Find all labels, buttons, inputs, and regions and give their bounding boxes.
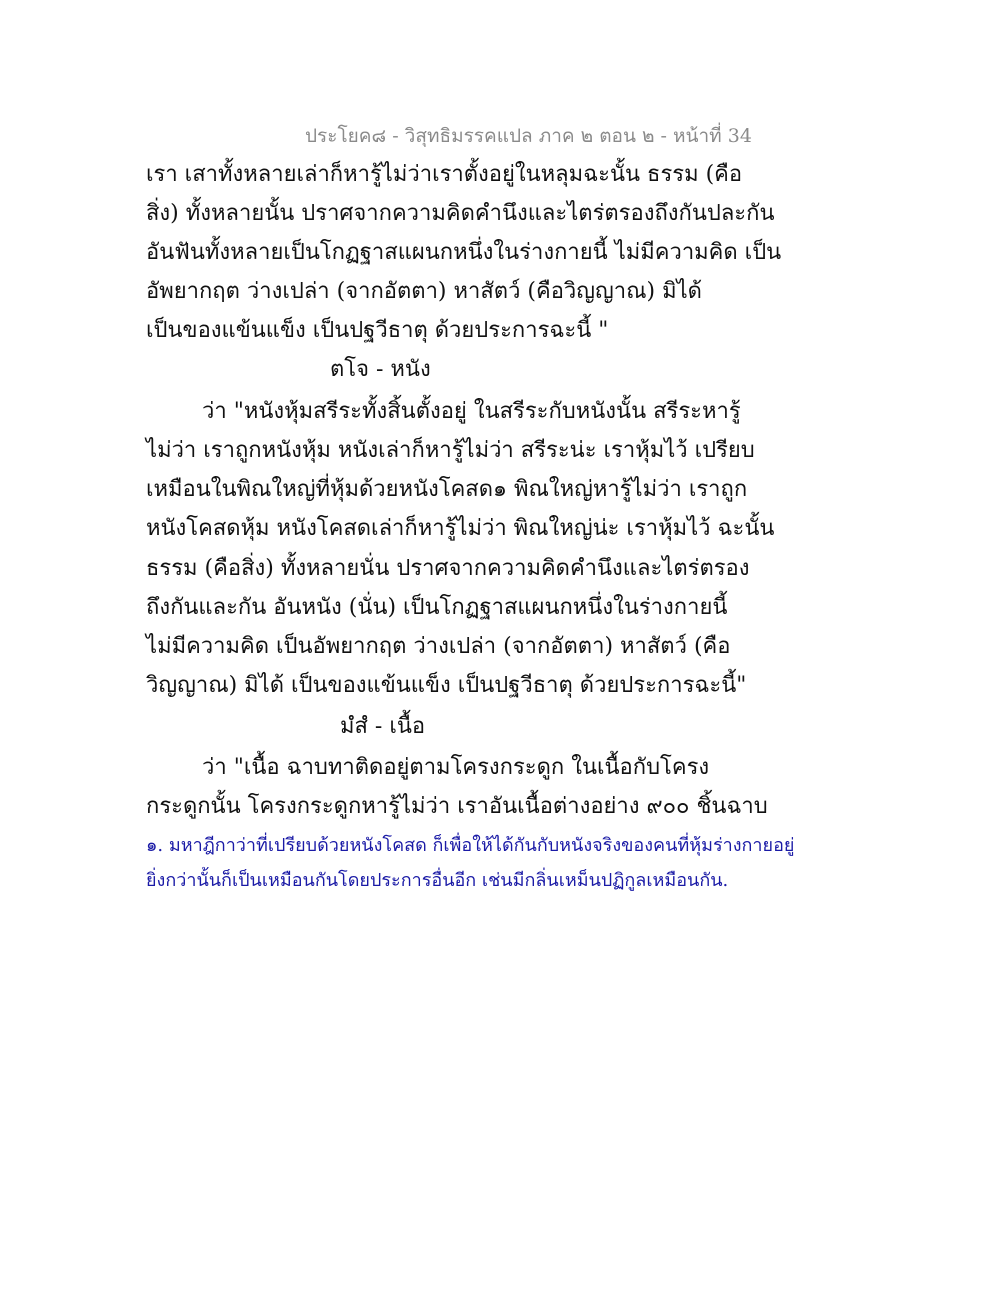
text-line: อัพยากฤต ว่างเปล่า (จากอัตตา) หาสัตว์ (คือวิญญาณ) มิได้ — [146, 279, 702, 304]
footnote-line: ยิ่งกว่านั้นก็เป็นเหมือนกันโดยประการอื่นอีก เช่นมีกลิ่นเหม็นปฏิกูลเหมือนกัน. — [146, 870, 729, 891]
text-line: ถึงกันและกัน อันหนัง (นั่น) เป็นโกฏฐาสแผนกหนึ่งในร่างกายนี้ — [146, 595, 728, 620]
text-line: ไม่มีความคิด เป็นอัพยากฤต ว่างเปล่า (จากอัตตา) หาสัตว์ (คือ — [146, 634, 731, 659]
section-heading-skin: ตโจ - หนัง — [330, 357, 431, 382]
running-header: ประโยค๘ - วิสุทธิมรรคแปล ภาค ๒ ตอน ๒ - หน้าที่ 34 — [305, 125, 752, 147]
text-line: ไม่ว่า เราถูกหนังหุ้ม หนังเล่าก็หารู้ไม่ว่า สรีระน่ะ เราหุ้มไว้ เปรียบ — [146, 438, 755, 463]
footnote-line: ๑. มหาฎีกาว่าที่เปรียบด้วยหนังโคสด ก็เพื่อให้ได้กันกับหนังจริงของคนที่หุ้มร่างกายอยู่ — [146, 835, 795, 856]
text-line: ว่า "หนังหุ้มสรีระทั้งสิ้นตั้งอยู่ ในสรีระกับหนังนั้น สรีระหารู้ — [202, 399, 741, 424]
text-line: หนังโคสดหุ้ม หนังโคสดเล่าก็หารู้ไม่ว่า พิณใหญ่น่ะ เราหุ้มไว้ ฉะนั้น — [146, 516, 775, 541]
section-heading-flesh: มํสํ - เนื้อ — [340, 714, 426, 739]
text-line: สิ่ง) ทั้งหลายนั้น ปราศจากความคิดคำนึงและไตร่ตรองถึงกันปละกัน — [146, 201, 775, 226]
text-line: วิญญาณ) มิได้ เป็นของแข้นแข็ง เป็นปฐวีธาตุ ด้วยประการฉะนี้" — [146, 673, 747, 698]
text-line: กระดูกนั้น โครงกระดูกหารู้ไม่ว่า เราอันเนื้อต่างอย่าง ๙๐๐ ชิ้นฉาบ — [146, 794, 768, 819]
text-line: เป็นของแข้นแข็ง เป็นปฐวีธาตุ ด้วยประการฉะนี้ " — [146, 318, 609, 343]
text-line: ธรรม (คือสิ่ง) ทั้งหลายนั่น ปราศจากความคิดคำนึงและไตร่ตรอง — [146, 556, 750, 581]
text-line: อันฟันทั้งหลายเป็นโกฏฐาสแผนกหนึ่งในร่างกายนี้ ไม่มีความคิด เป็น — [146, 240, 782, 265]
text-line: เรา เสาทั้งหลายเล่าก็หารู้ไม่ว่าเราตั้งอยู่ในหลุมฉะนั้น ธรรม (คือ — [146, 162, 743, 187]
text-line: เหมือนในพิณใหญ่ที่หุ้มด้วยหนังโคสด๑ พิณใหญ่หารู้ไม่ว่า เราถูก — [146, 477, 748, 502]
text-line: ว่า "เนื้อ ฉาบทาติดอยู่ตามโครงกระดูก ในเนื้อกับโครง — [202, 755, 710, 780]
